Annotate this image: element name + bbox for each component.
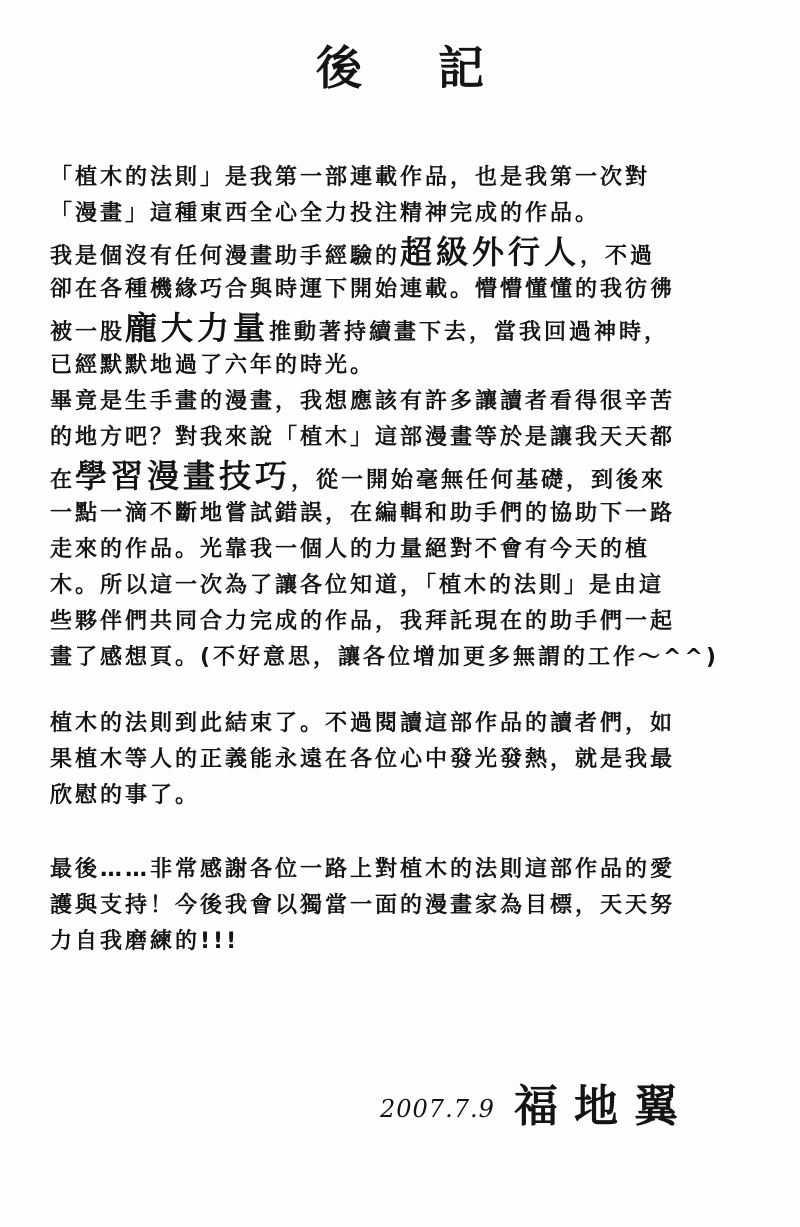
text-line: 護與支持！今後我會以獨當一面的漫畫家為目標，天天努 [50, 893, 676, 918]
text-line: 畢竟是生手畫的漫畫，我想應該有許多讓讀者看得很辛苦 [50, 389, 676, 414]
line-text: ，不過 [580, 244, 656, 269]
emphasis-text: 超級外行人 [400, 233, 581, 271]
text-line: 植木的法則到此結束了。不過閱讀這部作品的讀者們，如 [50, 711, 676, 736]
text-line: 的地方吧？對我來說「植木」這部漫畫等於是讓我天天都 [50, 425, 676, 450]
text-line: 果植木等人的正義能永遠在各位心中發光發熱，就是我最 [50, 747, 676, 772]
text-line: 「漫畫」這種東西全心全力投注精神完成的作品。 [50, 201, 601, 226]
emphasis-text: 學習漫畫技巧 [75, 457, 292, 495]
emphasis-text: 龐大力量 [125, 309, 270, 347]
paragraph-gap [50, 814, 770, 852]
paragraph-2 [50, 706, 770, 814]
paragraph-gap [50, 676, 770, 706]
text-line: 些夥伴們共同合力完成的作品，我拜託現在的助手們一起 [50, 609, 676, 634]
afterword-body [50, 160, 770, 960]
line-text: 在 [50, 468, 76, 493]
line-text: 推動著持續畫下去，當我回過神時， [269, 320, 670, 345]
paragraph-1 [50, 160, 770, 676]
text-line [50, 232, 770, 272]
text-line [50, 308, 770, 348]
signature-date: 2007.7.9 [380, 1095, 495, 1123]
text-line [50, 456, 770, 496]
text-line: 卻在各種機緣巧合與時運下開始連載。懵懵懂懂的我彷彿 [50, 277, 676, 302]
signature [380, 1080, 760, 1140]
text-line: 已經默默地過了六年的時光。 [50, 353, 376, 378]
text-line: 畫了感想頁。(不好意思，讓各位增加更多無謂的工作～^^) [50, 645, 719, 670]
line-text: 被一股 [50, 320, 126, 345]
paragraph-3 [50, 852, 770, 960]
text-line: 欣慰的事了。 [50, 783, 201, 808]
text-line: 「植木的法則」是我第一部連載作品，也是我第一次對 [50, 165, 651, 190]
author-name: 福地翼 [513, 1081, 694, 1132]
line-text: 我是個沒有任何漫畫助手經驗的 [50, 244, 401, 269]
line-text: ，從一開始毫無任何基礎，到後來 [291, 468, 667, 493]
text-line: 走來的作品。光靠我一個人的力量絕對不會有今天的植 [50, 537, 651, 562]
text-line: 一點一滴不斷地嘗試錯誤，在編輯和助手們的協助下一路 [50, 501, 676, 526]
text-line: 最後……非常感謝各位一路上對植木的法則這部作品的愛 [50, 857, 676, 882]
page-title: 後 記 [315, 41, 514, 95]
text-line: 力自我磨練的!!! [50, 929, 240, 954]
text-line: 木。所以這一次為了讓各位知道，「植木的法則」是由這 [50, 573, 665, 598]
